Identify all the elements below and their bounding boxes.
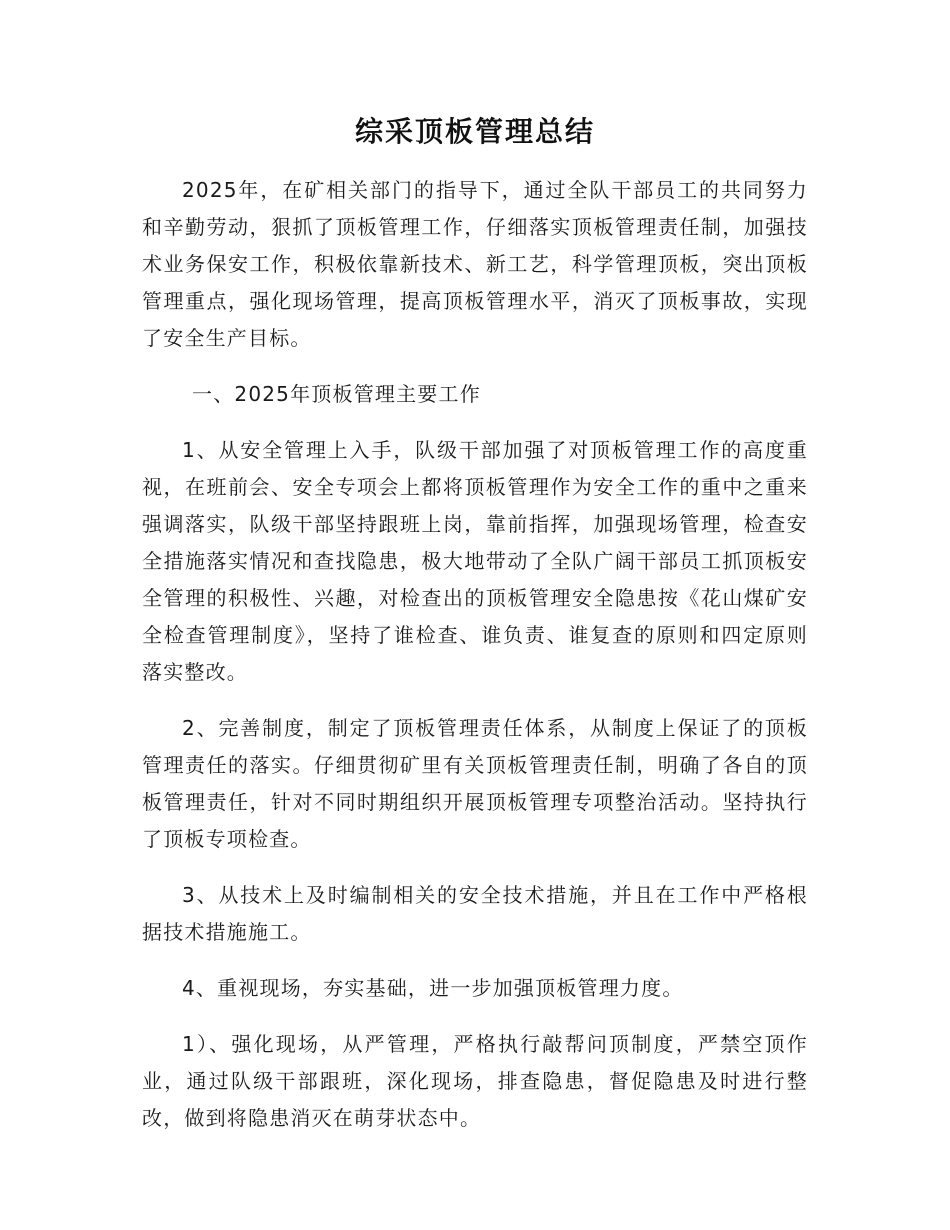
section-heading: 一、2025年顶板管理主要工作 xyxy=(192,382,481,406)
item-1-paragraph: 1、从安全管理上入手，队级干部加强了对顶板管理工作的高度重视，在班前会、安全专项会上都将顶板管理作为安全工作的重中之重来强调落实，队级干部坚持跟班上岗，靠前指挥，加强现场管理，检查安全措施落实情况和查找隐患，极大地带动了全队广阔干部员工抓顶板安全管理的积极性、兴趣，对检查出的顶板管理安全隐患按《花山煤矿安全检查管理制度》，坚持了谁检查、谁负责、谁复查的原则和四定原则落实整改。 xyxy=(142,438,808,684)
item-2-paragraph: 2、完善制度，制定了顶板管理责任体系，从制度上保证了的顶板管理责任的落实。仔细贯彻矿里有关顶板管理责任制，明确了各自的顶板管理责任，针对不同时期组织开展顶板管理专项整治活动。坚持执行了顶板专项检查。 xyxy=(142,716,808,851)
document-title: 综采顶板管理总结 xyxy=(354,115,595,148)
intro-paragraph: 2025年，在矿相关部门的指导下，通过全队干部员工的共同努力和辛勤劳动，狠抓了顶板管理工作，仔细落实顶板管理责任制，加强技术业务保安工作，积极依靠新技术、新工艺，科学管理顶板，突出顶板管理重点，强化现场管理，提高顶板管理水平，消灭了顶板事故，实现了安全生产目标。 xyxy=(142,178,808,350)
document-body xyxy=(142,112,808,1156)
sub-item-1-paragraph: 1）、强化现场，从严管理，严格执行敲帮问顶制度，严禁空顶作业，通过队级干部跟班，深化现场，排查隐患，督促隐患及时进行整改，做到将隐患消灭在萌芽状态中。 xyxy=(142,1032,808,1130)
item-4-paragraph: 4、重视现场，夯实基础，进一步加强顶板管理力度。 xyxy=(182,976,684,1000)
item-3-paragraph: 3、从技术上及时编制相关的安全技术措施，并且在工作中严格根据技术措施施工。 xyxy=(142,883,808,944)
